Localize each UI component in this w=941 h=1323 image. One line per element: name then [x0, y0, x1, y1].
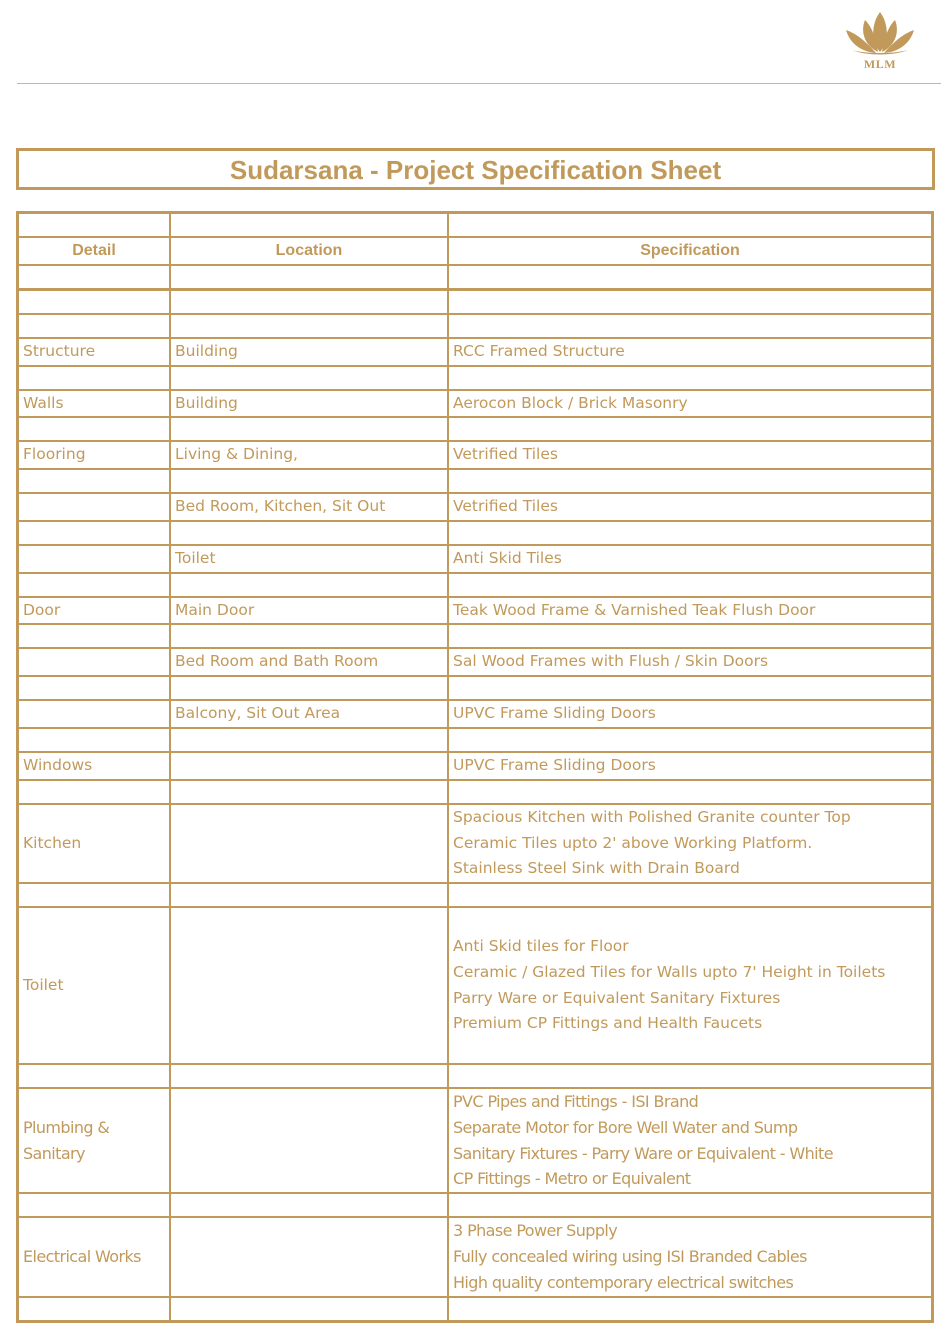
cell-line: Teak Wood Frame & Varnished Teak Flush Door [453, 600, 816, 619]
specification-cell [448, 1217, 933, 1296]
detail-cell [18, 441, 171, 469]
cell-line: Electrical Works [23, 1247, 141, 1267]
spacer-cell [448, 624, 933, 648]
spacer-cell [448, 728, 933, 752]
cell-line [453, 908, 931, 934]
spacer-cell [18, 573, 171, 597]
cell-line: Toilet [175, 548, 216, 567]
cell-line: Sanitary [23, 1143, 85, 1163]
specification-cell [448, 390, 933, 418]
location-cell [170, 493, 448, 521]
table-spacer-row [18, 1193, 933, 1217]
spacer-cell [170, 521, 448, 545]
cell-line: Door [23, 600, 61, 619]
table-spacer-row [18, 314, 933, 338]
table-row [18, 597, 933, 625]
spacer-cell [448, 1064, 933, 1088]
specification-cell [448, 752, 933, 780]
table-row [18, 493, 933, 521]
spacer-cell [18, 314, 171, 338]
cell-line: Building [175, 341, 238, 360]
spacer-cell [170, 314, 448, 338]
cell-line: Structure [23, 341, 96, 360]
spacer-cell [448, 883, 933, 907]
page-title: Sudarsana - Project Specification Sheet [229, 154, 722, 185]
table-header-row [18, 237, 933, 265]
cell-line: Flooring [23, 445, 86, 464]
header-detail: Detail [18, 237, 171, 265]
cell-line [453, 1037, 931, 1063]
table-spacer-row [18, 469, 933, 493]
spacer-cell [448, 676, 933, 700]
spacer-cell [18, 1193, 171, 1217]
cell-line: Ceramic / Glazed Tiles for Walls upto 7' Height in Toilets [453, 962, 886, 981]
cell-line: Stainless Steel Sink with Drain Board [453, 859, 740, 878]
detail-cell [18, 545, 171, 573]
cell-line: Fully concealed wiring using ISI Branded Cables [453, 1247, 807, 1267]
table-spacer-row [18, 521, 933, 545]
spacer-cell [448, 314, 933, 338]
spacer-cell [170, 1064, 448, 1088]
table-row [18, 648, 933, 676]
cell-line: Windows [23, 756, 93, 775]
detail-cell [18, 648, 171, 676]
specification-cell [448, 648, 933, 676]
cell-line [175, 831, 447, 857]
cell-line: Ceramic Tiles upto 2' above Working Platform. [453, 833, 813, 852]
spacer-cell [170, 624, 448, 648]
table-spacer-row [18, 213, 933, 238]
spacer-cell [170, 728, 448, 752]
detail-cell [18, 390, 171, 418]
logo-text: MLM [863, 57, 897, 71]
cell-line [23, 701, 169, 727]
detail-cell [18, 700, 171, 728]
specification-cell [448, 338, 933, 366]
cell-line: CP Fittings - Metro or Equivalent [453, 1169, 691, 1189]
specification-cell [448, 700, 933, 728]
cell-line: Premium CP Fittings and Health Faucets [453, 1014, 763, 1033]
spacer-cell [18, 366, 171, 390]
cell-line: Kitchen [23, 833, 82, 852]
spacer-cell [170, 417, 448, 441]
spacer-cell [448, 573, 933, 597]
cell-line: UPVC Frame Sliding Doors [453, 756, 656, 775]
table-spacer-row [18, 780, 933, 804]
spacer-cell [448, 366, 933, 390]
spacer-cell [448, 521, 933, 545]
table-spacer-row [18, 676, 933, 700]
table-row [18, 700, 933, 728]
table-spacer-row [18, 728, 933, 752]
detail-cell [18, 597, 171, 625]
cell-line: Separate Motor for Bore Well Water and Sump [453, 1117, 798, 1137]
cell-line: Anti Skid tiles for Floor [453, 937, 629, 956]
table-spacer-row [18, 366, 933, 390]
cell-line: Aerocon Block / Brick Masonry [453, 393, 688, 412]
cell-line [175, 1128, 447, 1154]
cell-line [175, 753, 447, 779]
cell-line [23, 649, 169, 675]
spacer-cell [18, 780, 171, 804]
location-cell [170, 648, 448, 676]
location-cell [170, 752, 448, 780]
spacer-cell [170, 366, 448, 390]
detail-cell [18, 1088, 171, 1193]
cell-line: Spacious Kitchen with Polished Granite counter Top [453, 807, 851, 826]
specification-cell [448, 907, 933, 1064]
spacer-cell [18, 676, 171, 700]
header-divider [17, 83, 941, 84]
cell-line: Toilet [23, 975, 64, 994]
header-specification: Specification [448, 237, 933, 265]
table-row [18, 752, 933, 780]
cell-line: 3 Phase Power Supply [453, 1221, 618, 1241]
specification-cell [448, 493, 933, 521]
location-cell [170, 441, 448, 469]
spacer-cell [18, 469, 171, 493]
table-spacer-row [18, 1064, 933, 1088]
cell-line: High quality contemporary electrical switches [453, 1272, 794, 1292]
lotus-icon [838, 10, 922, 56]
table-spacer-row [18, 289, 933, 314]
detail-cell [18, 493, 171, 521]
spacer-cell [18, 728, 171, 752]
cell-line: Bed Room, Kitchen, Sit Out [175, 497, 386, 516]
table-spacer-row [18, 573, 933, 597]
cell-line: Walls [23, 393, 64, 412]
cell-line: Vetrified Tiles [453, 497, 558, 516]
cell-line: Parry Ware or Equivalent Sanitary Fixtures [453, 988, 781, 1007]
spacer-cell [18, 417, 171, 441]
spacer-cell [170, 676, 448, 700]
spacer-cell [170, 883, 448, 907]
cell-line: Living & Dining, [175, 445, 298, 464]
cell-line: Bed Room and Bath Room [175, 652, 379, 671]
location-cell [170, 700, 448, 728]
spacer-cell [18, 521, 171, 545]
cell-line: Sal Wood Frames with Flush / Skin Doors [453, 652, 769, 671]
table-spacer-row [18, 1297, 933, 1322]
table-row [18, 907, 933, 1064]
table-row [18, 441, 933, 469]
header-location: Location [170, 237, 448, 265]
cell-line: Balcony, Sit Out Area [175, 704, 341, 723]
table-row [18, 1088, 933, 1193]
detail-cell [18, 804, 171, 883]
specification-cell [448, 545, 933, 573]
table-row [18, 338, 933, 366]
spacer-cell [170, 573, 448, 597]
title-box [16, 148, 935, 190]
cell-line: Plumbing & [23, 1117, 110, 1137]
specification-cell [448, 804, 933, 883]
cell-line: RCC Framed Structure [453, 341, 625, 360]
specification-table [16, 211, 934, 1323]
specification-cell [448, 597, 933, 625]
spacer-cell [18, 624, 171, 648]
detail-cell [18, 1217, 171, 1296]
cell-line: UPVC Frame Sliding Doors [453, 704, 656, 723]
table-row [18, 545, 933, 573]
cell-line: Anti Skid Tiles [453, 548, 562, 567]
table-spacer-row [18, 265, 933, 290]
cell-line [23, 546, 169, 572]
table-spacer-row [18, 417, 933, 441]
location-cell [170, 804, 448, 883]
mlm-logo [838, 10, 922, 74]
cell-line [23, 494, 169, 520]
detail-cell [18, 338, 171, 366]
cell-line [175, 1244, 447, 1270]
cell-line: Sanitary Fixtures - Parry Ware or Equivalent - White [453, 1143, 833, 1163]
detail-cell [18, 907, 171, 1064]
specification-cell [448, 441, 933, 469]
cell-line: Vetrified Tiles [453, 445, 558, 464]
cell-line: Building [175, 393, 238, 412]
spacer-cell [170, 1193, 448, 1217]
cell-line: Main Door [175, 600, 255, 619]
spacer-cell [18, 1297, 171, 1322]
spacer-cell [18, 883, 171, 907]
spacer-cell [448, 417, 933, 441]
specification-cell [448, 1088, 933, 1193]
location-cell [170, 1088, 448, 1193]
spacer-cell [448, 1297, 933, 1322]
location-cell [170, 338, 448, 366]
spacer-cell [448, 1193, 933, 1217]
cell-line: PVC Pipes and Fittings - ISI Brand [453, 1092, 699, 1112]
table-spacer-row [18, 883, 933, 907]
location-cell [170, 597, 448, 625]
spacer-cell [448, 780, 933, 804]
table-row [18, 804, 933, 883]
table-spacer-row [18, 624, 933, 648]
spacer-cell [170, 1297, 448, 1322]
cell-line [175, 973, 447, 999]
spacer-cell [170, 469, 448, 493]
detail-cell [18, 752, 171, 780]
spacer-cell [170, 780, 448, 804]
location-cell [170, 907, 448, 1064]
location-cell [170, 545, 448, 573]
table-row [18, 390, 933, 418]
spacer-cell [18, 1064, 171, 1088]
table-row [18, 1217, 933, 1296]
location-cell [170, 1217, 448, 1296]
location-cell [170, 390, 448, 418]
spacer-cell [448, 469, 933, 493]
